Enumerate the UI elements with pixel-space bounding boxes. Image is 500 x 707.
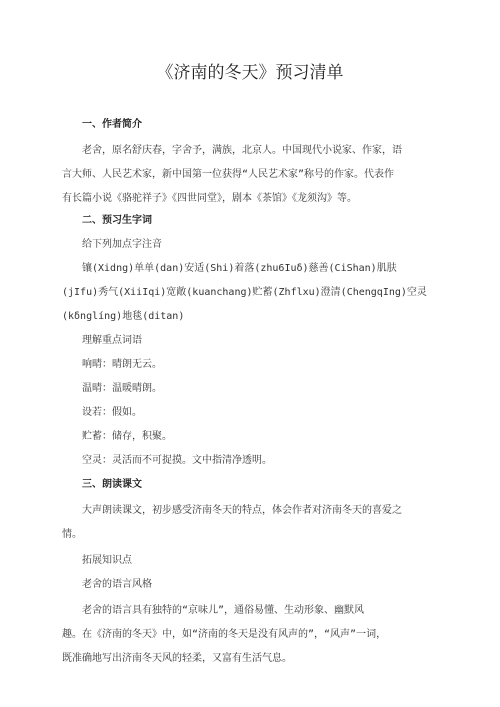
style-desc-line-2: 趣。在《济南的冬天》中，如“济南的冬天是没有风声的”，“风声”一词， <box>62 629 387 640</box>
vocab-word-4: 贮蓄：储存，积聚。 <box>82 431 172 442</box>
vocab-pinyin-line-1: 镶(Xidng)单单(dan)安适(Shi)着落(zhu6Iuδ)慈善(CiShan)肌肤 <box>82 263 397 274</box>
page-title: 《济南的冬天》预习清单 <box>156 63 344 83</box>
vocab-subheading: 理解重点词语 <box>82 335 142 346</box>
reading-line-2: 情。 <box>62 529 82 540</box>
vocab-word-1: 响晴：晴朗无云。 <box>82 359 162 370</box>
author-line-3: 有长篇小说《骆驼祥子》《四世同堂》，剧本《茶馆》《龙须沟》等。 <box>62 193 357 204</box>
vocab-pinyin-line-2: (jIfu)秀气(XiiIqi)宽敞(kuanchang)贮蓄(Zhflxu)澄清(ChengqIng)空灵 <box>62 287 427 298</box>
language-style-heading: 老舍的语言风格 <box>82 579 152 590</box>
vocab-pinyin-line-3: (kδnglíng)地毯(ditan) <box>62 311 185 322</box>
section-heading-reading: 三、朗读课文 <box>82 479 142 490</box>
vocab-word-3: 设若：假如。 <box>82 407 142 418</box>
author-line-2: 言大师、人民艺术家，新中国第一位获得“人民艺术家”称号的作家。代表作 <box>62 169 395 180</box>
author-line-1: 老舍，原名舒庆春，字舍予，满族，北京人。中国现代小说家、作家，语 <box>82 145 402 156</box>
vocab-word-5: 空灵：灵活而不可捉摸。文中指清净透明。 <box>82 455 272 466</box>
vocab-intro: 给下列加点字注音 <box>82 239 162 250</box>
section-heading-author: 一、作者简介 <box>82 119 142 130</box>
style-desc-line-3: 既准确地写出济南冬天风的轻柔，又富有生活气息。 <box>62 653 292 664</box>
vocab-word-2: 温晴：温暖晴朗。 <box>82 383 162 394</box>
section-heading-vocab: 二、预习生字词 <box>82 215 152 226</box>
reading-line-1: 大声朗读课文，初步感受济南冬天的特点，体会作者对济南冬天的喜爱之 <box>82 505 402 516</box>
style-desc-line-1: 老舍的语言具有独特的“京味儿”，通俗易懂、生动形象、幽默风 <box>82 605 365 616</box>
extension-heading: 拓展知识点 <box>82 555 132 566</box>
